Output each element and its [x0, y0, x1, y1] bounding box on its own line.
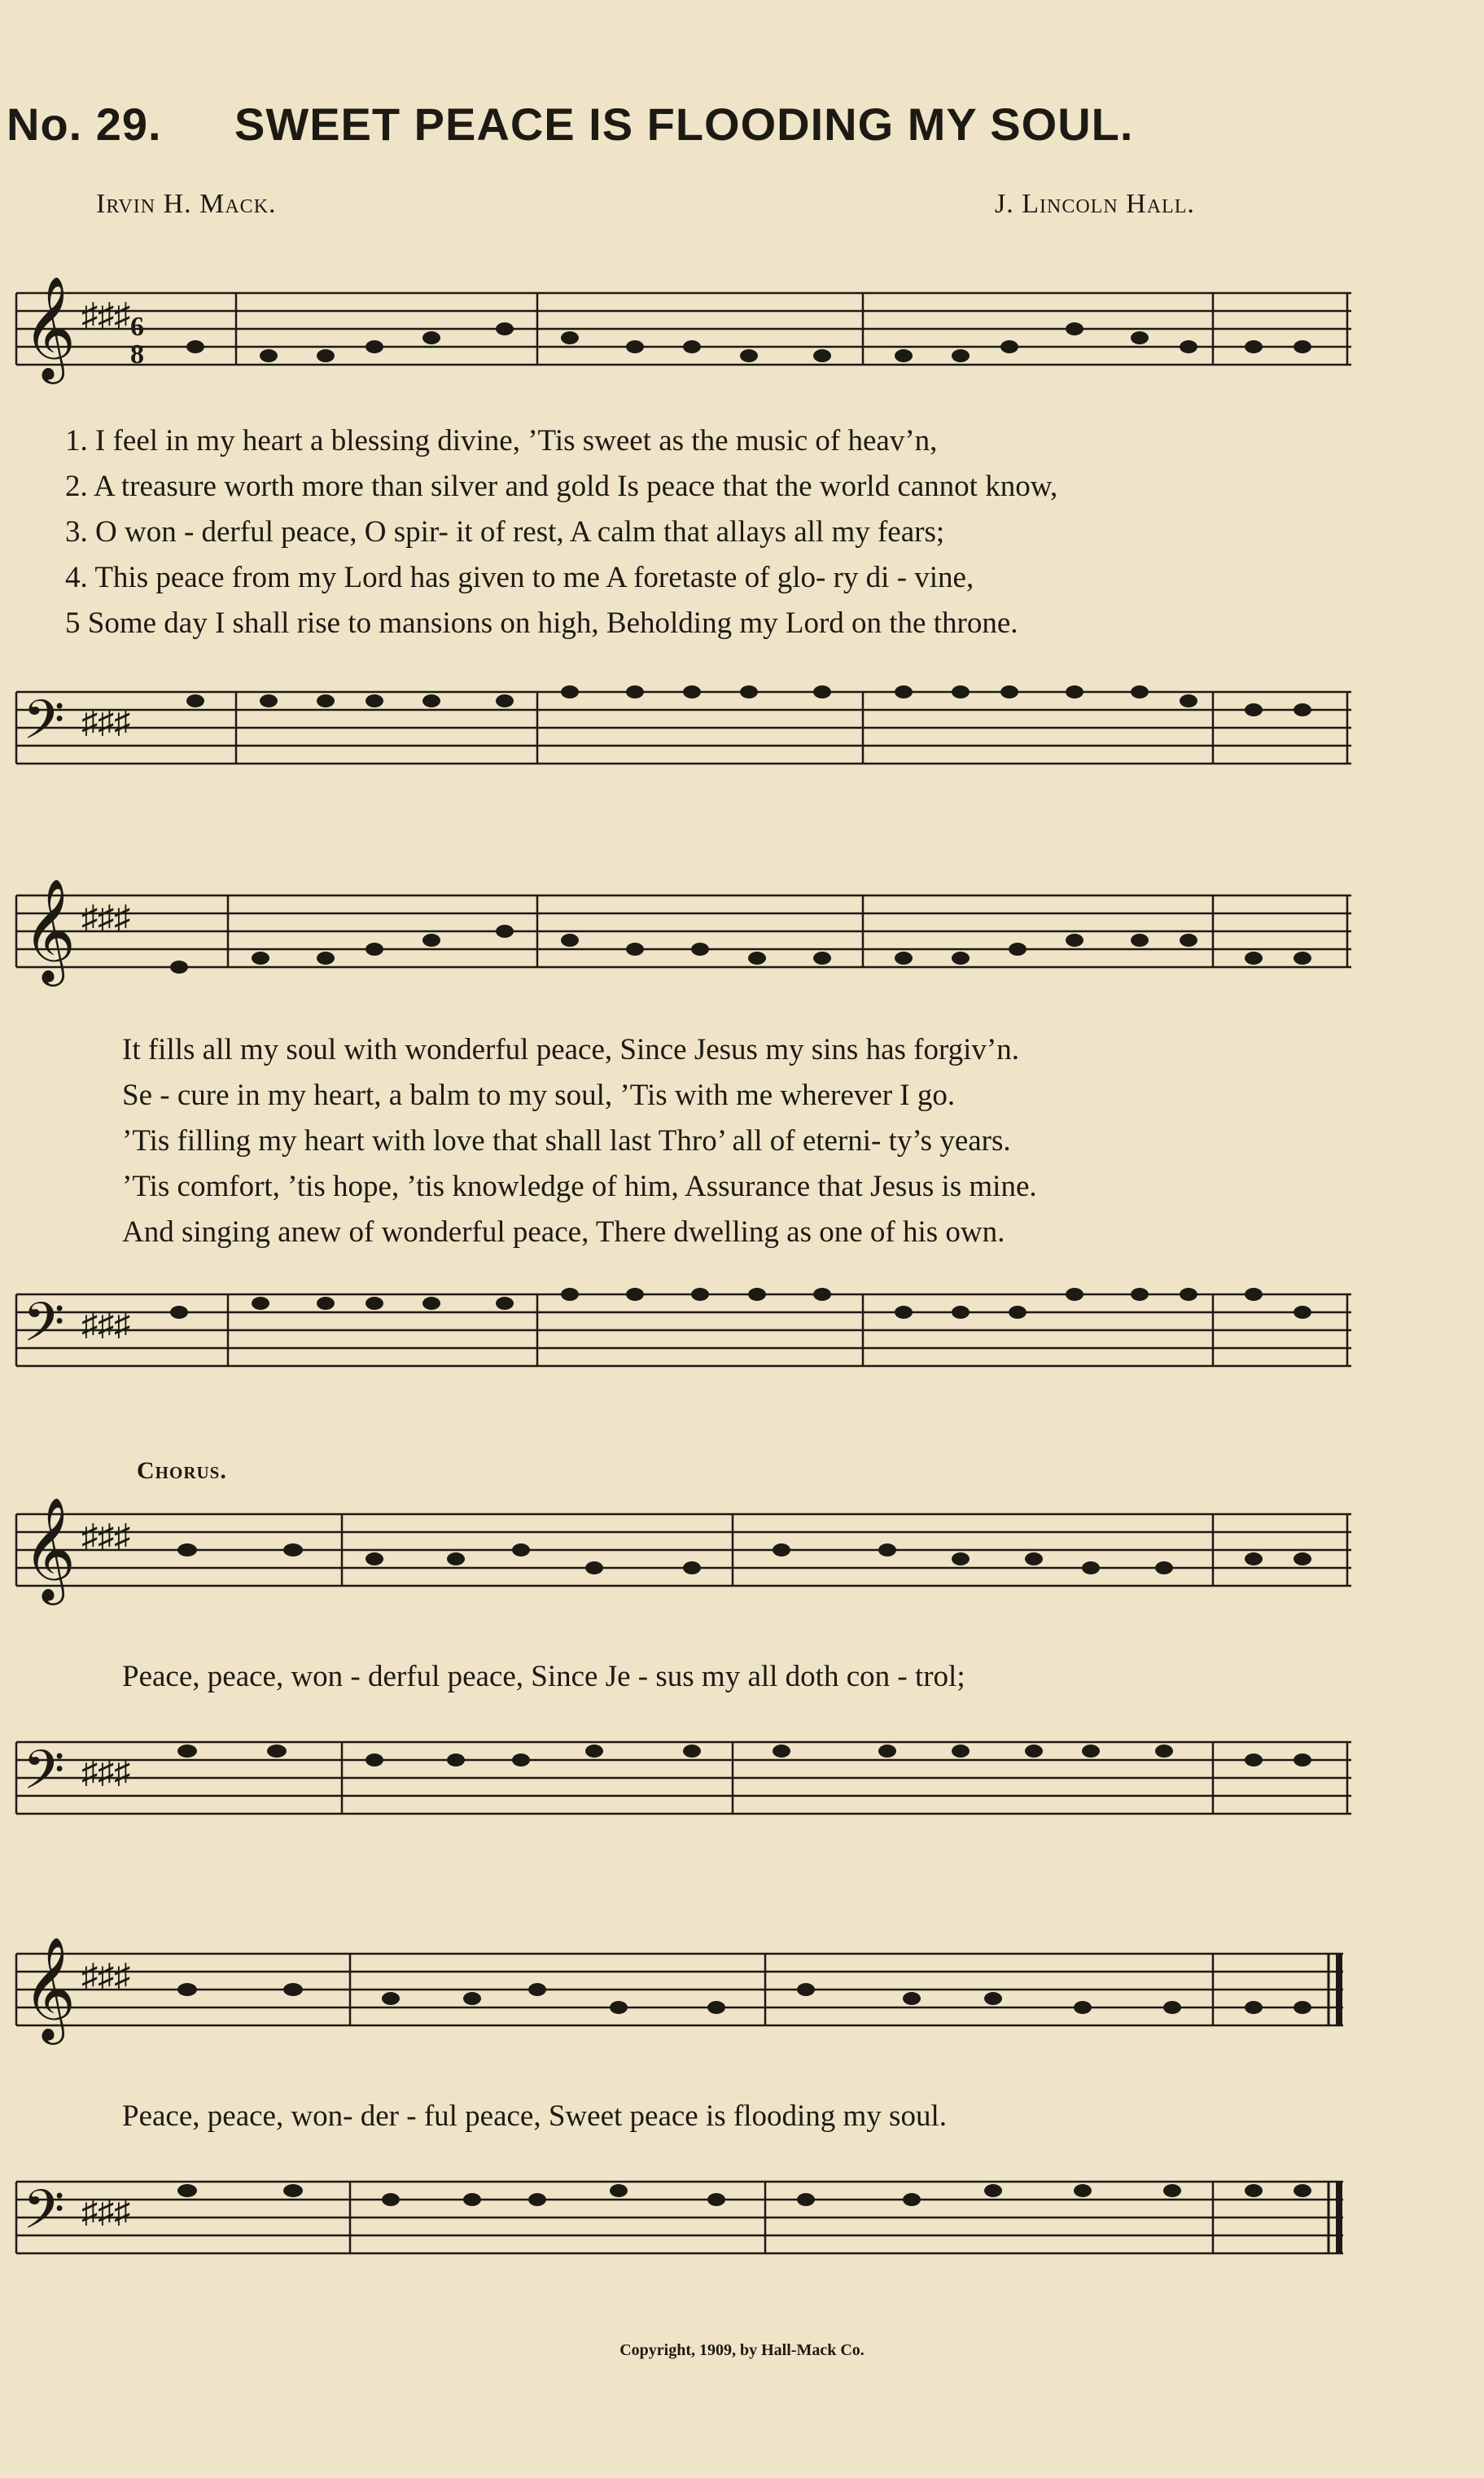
verse-5-line-a: 5 Some day I shall rise to mansions on high, Beholding my Lord on the throne.: [65, 606, 1018, 640]
lyricist-credit: Irvin H. Mack.: [96, 189, 277, 219]
svg-text:𝄞: 𝄞: [23, 1499, 77, 1599]
svg-text:♯♯♯: ♯♯♯: [81, 1753, 130, 1790]
system-1-bass-staff: [0, 668, 1484, 798]
hymn-number: No. 29.: [7, 99, 162, 150]
verse-4-line-a: 4. This peace from my Lord has given to me A foretaste of glo- ry di - vine,: [65, 561, 974, 594]
chorus-2-bass-staff: [0, 2157, 1484, 2288]
svg-text:𝄞: 𝄞: [23, 881, 77, 980]
verse-2-line-b: Se - cure in my heart, a balm to my soul, ’Tis with me wherever I go.: [122, 1079, 956, 1112]
svg-text:𝄢: 𝄢: [23, 1742, 65, 1814]
verse-1-line-a: 1. I feel in my heart a blessing divine, ’Tis sweet as the music of heav’n,: [65, 424, 938, 458]
svg-text:8: 8: [130, 339, 144, 370]
chorus-line-1: Peace, peace, won - derful peace, Since Je - sus my all doth con - trol;: [122, 1660, 965, 1693]
verse-1-line-b: It fills all my soul with wonderful peace, Since Jesus my sins has forgiv’n.: [122, 1033, 1019, 1066]
svg-text:♯♯♯: ♯♯♯: [81, 296, 130, 333]
chorus-1-treble-staff: [0, 1490, 1484, 1620]
svg-text:𝄢: 𝄢: [23, 692, 65, 764]
svg-text:6: 6: [130, 312, 144, 342]
chorus-1-bass-staff: [0, 1718, 1484, 1848]
svg-text:♯♯♯: ♯♯♯: [81, 899, 130, 935]
svg-text:♯♯♯: ♯♯♯: [81, 1957, 130, 1994]
chorus-label: Chorus.: [137, 1457, 227, 1484]
verse-3-line-a: 3. O won - derful peace, O spir- it of rest, A calm that allays all my fears;: [65, 515, 945, 549]
system-1-treble-staff: [0, 269, 1484, 399]
svg-text:𝄞: 𝄞: [23, 275, 77, 379]
verse-2-line-a: 2. A treasure worth more than silver and gold Is peace that the world cannot know,: [65, 470, 1058, 503]
copyright-notice: Copyright, 1909, by Hall-Mack Co.: [619, 2341, 865, 2359]
verse-4-line-b: ’Tis comfort, ’tis hope, ’tis knowledge of him, Assurance that Jesus is mine.: [122, 1170, 1037, 1203]
svg-text:♯♯♯: ♯♯♯: [81, 703, 130, 740]
verse-5-line-b: And singing anew of wonderful peace, There dwelling as one of his own.: [122, 1215, 1005, 1249]
verse-3-line-b: ’Tis filling my heart with love that shall last Thro’ all of eterni- ty’s years.: [122, 1124, 1011, 1158]
chorus-line-2: Peace, peace, won- der - ful peace, Sweet peace is flooding my soul.: [122, 2099, 947, 2133]
hymn-title: SWEET PEACE IS FLOODING MY SOUL.: [234, 99, 1134, 150]
chorus-2-treble-staff: [0, 1929, 1484, 2060]
composer-credit: J. Lincoln Hall.: [995, 189, 1195, 219]
svg-text:♯♯♯: ♯♯♯: [81, 1306, 130, 1342]
svg-text:♯♯♯: ♯♯♯: [81, 2193, 130, 2230]
system-2-bass-staff: [0, 1270, 1484, 1400]
svg-text:♯♯♯: ♯♯♯: [81, 1517, 130, 1554]
system-2-treble-staff: [0, 871, 1484, 1001]
svg-text:𝄞: 𝄞: [23, 1939, 77, 2038]
svg-text:𝄢: 𝄢: [23, 1294, 65, 1366]
svg-text:𝄢: 𝄢: [23, 2182, 65, 2253]
